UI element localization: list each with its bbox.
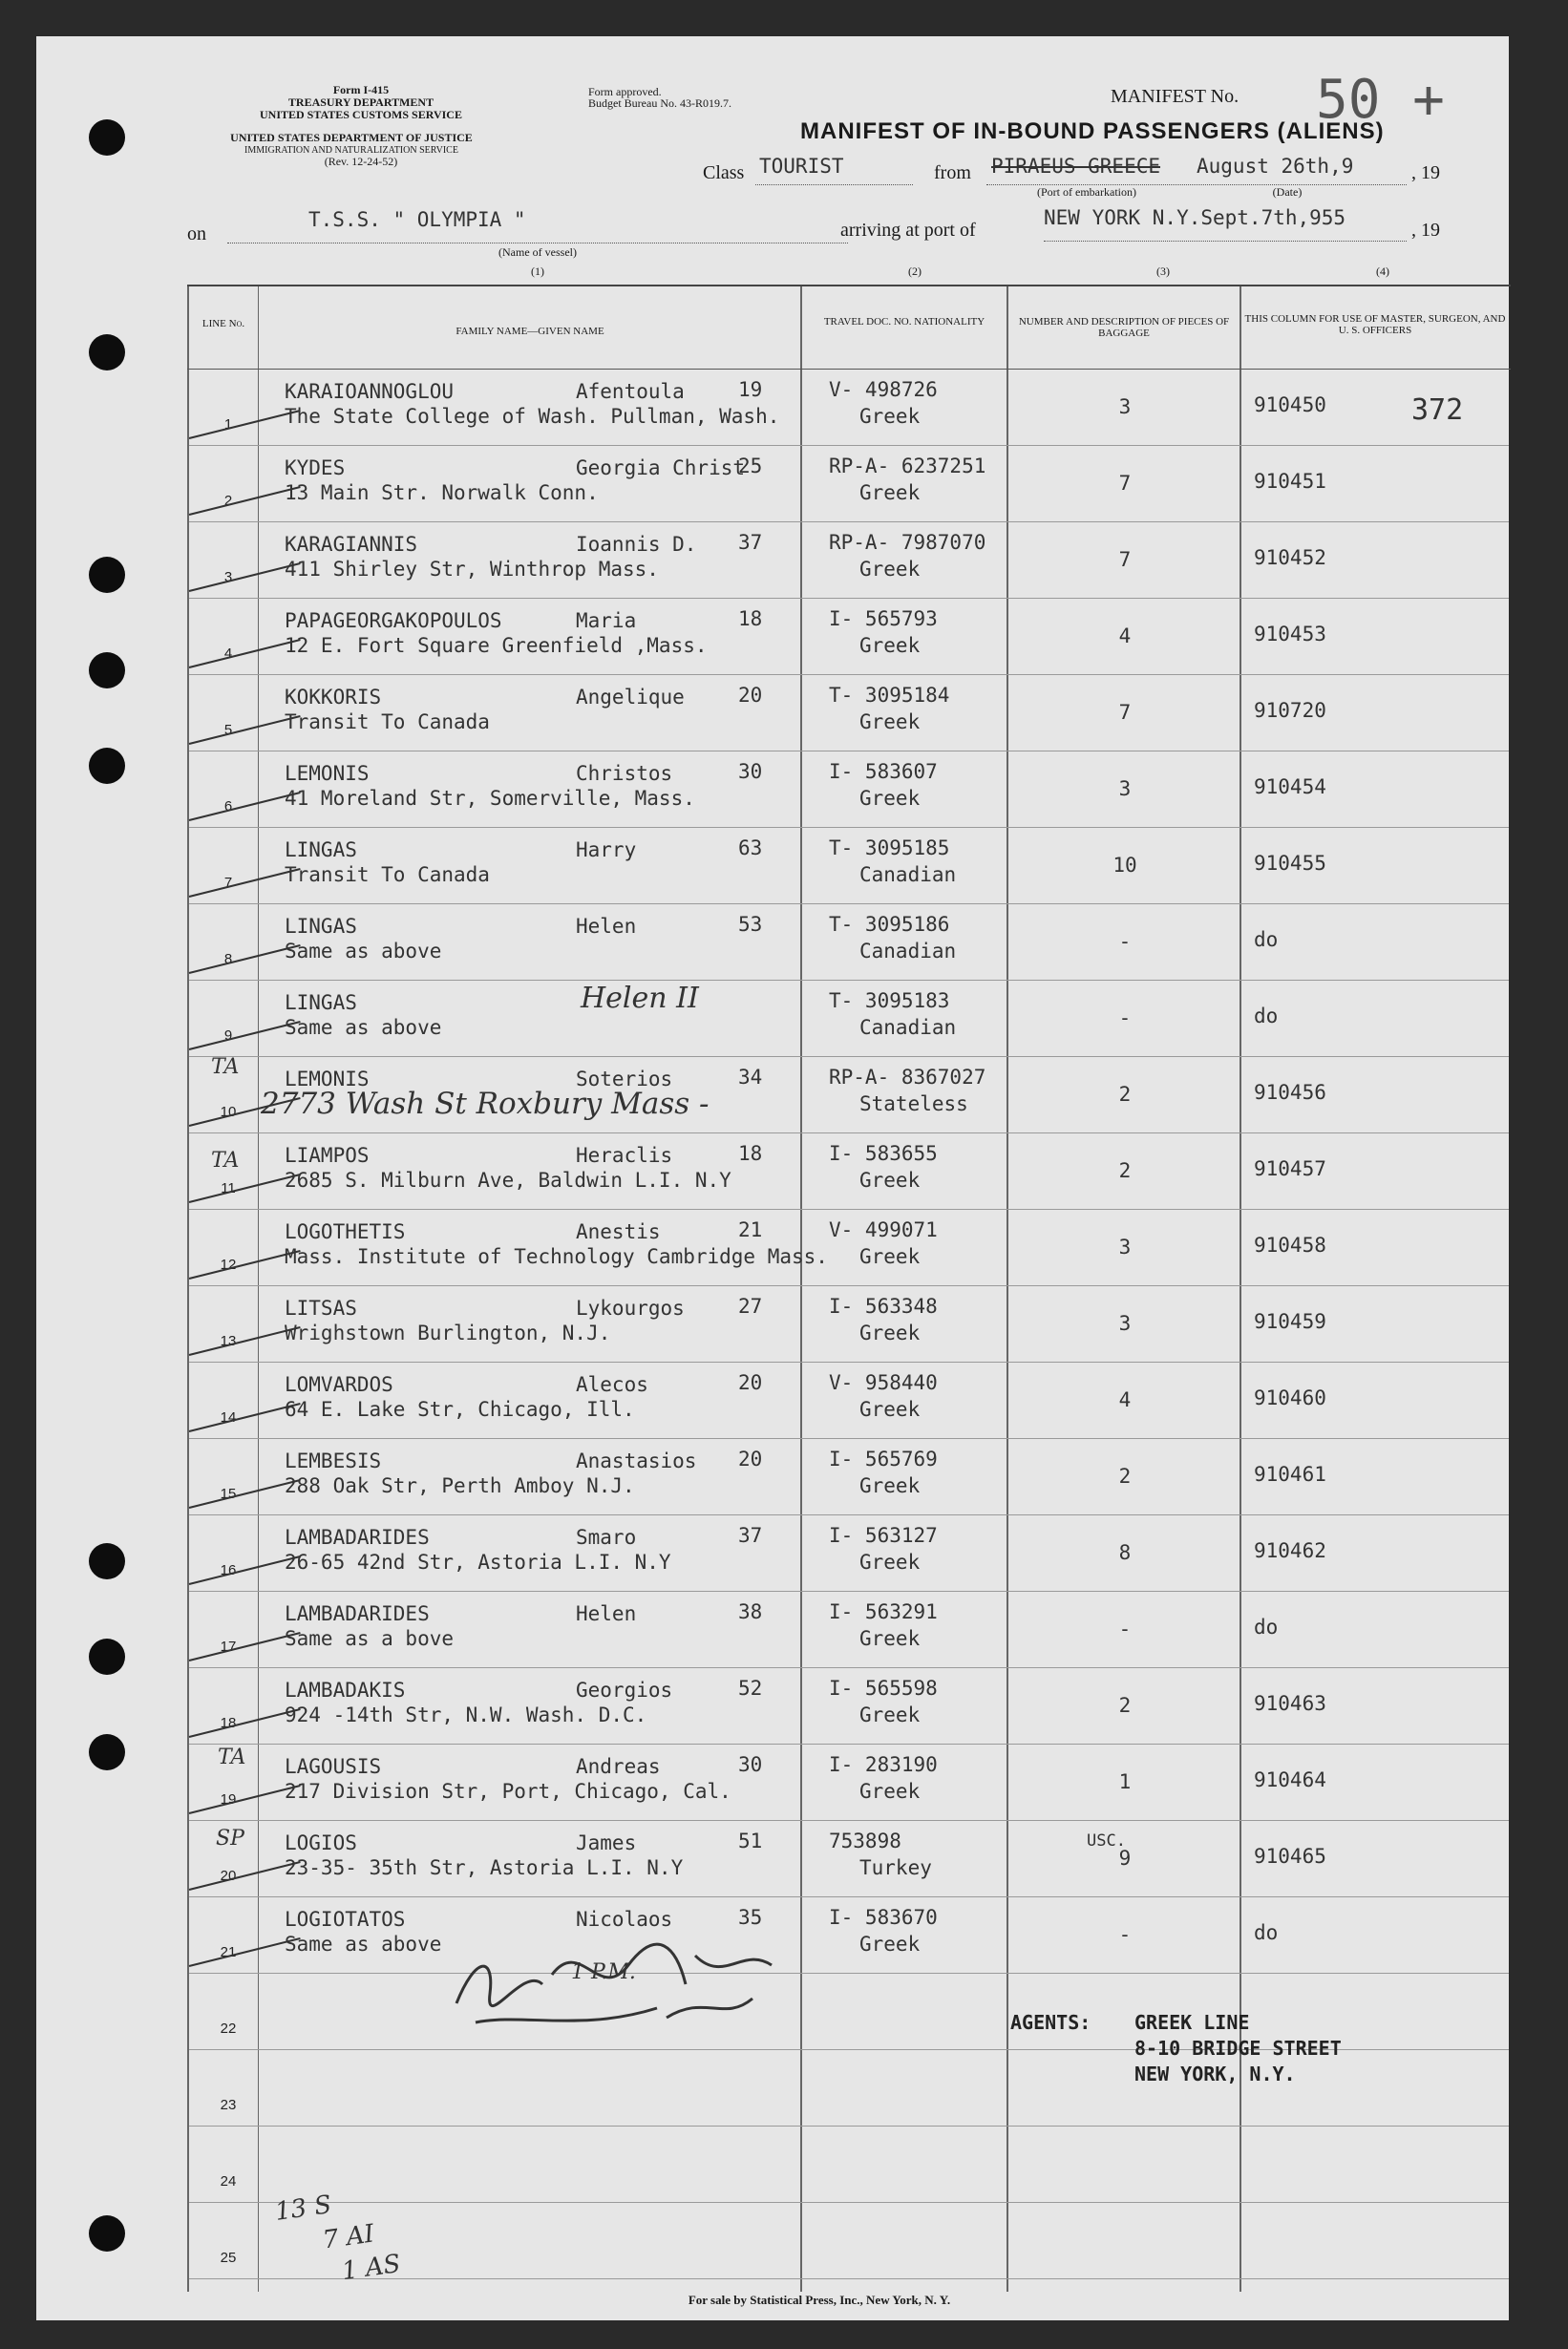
nationality: Greek: [859, 481, 921, 504]
age: 30: [738, 760, 763, 783]
family-name: LINGAS: [285, 915, 357, 938]
age: 20: [738, 1448, 763, 1471]
row-divider: [189, 980, 1509, 981]
given-name: Angelique: [576, 686, 685, 709]
row-divider: [189, 1973, 1509, 1974]
margin-note-372: 372: [1411, 393, 1464, 427]
punch-hole-icon: [89, 119, 125, 156]
baggage-count: 2: [1118, 1465, 1132, 1488]
nationality: Greek: [859, 1398, 921, 1421]
officer-number: do: [1254, 1921, 1279, 1944]
travel-doc-number: T- 3095185: [829, 836, 950, 859]
address: 64 E. Lake Str, Chicago, Ill.: [285, 1398, 635, 1421]
row-divider: [189, 521, 1509, 522]
travel-doc-number: I- 563291: [829, 1600, 938, 1623]
address: Same as above: [285, 940, 442, 963]
budget-bureau: Budget Bureau No. 43-R019.7.: [588, 96, 731, 110]
officer-number: 910458: [1254, 1234, 1326, 1257]
nationality: Greek: [859, 1322, 921, 1344]
travel-doc-number: I- 563127: [829, 1524, 938, 1547]
corner-note-2: 7 AI: [321, 2219, 376, 2255]
family-name: PAPAGEORGAKOPOULOS: [285, 609, 502, 632]
family-name: KARAGIANNIS: [285, 533, 418, 556]
address: 924 -14th Str, N.W. Wash. D.C.: [285, 1704, 647, 1726]
officer-number: 910459: [1254, 1310, 1326, 1333]
row-divider: [189, 903, 1509, 904]
family-name: LOGIOTATOS: [285, 1908, 406, 1931]
travel-doc-number: V- 498726: [829, 378, 938, 401]
given-name: Christos: [576, 762, 673, 785]
arriving-label: arriving at port of: [840, 220, 976, 241]
nationality: Greek: [859, 1704, 921, 1726]
travel-doc-number: T- 3095183: [829, 989, 950, 1012]
treasury-department: TREASURY DEPARTMENT: [287, 95, 434, 109]
age: 53: [738, 913, 763, 936]
line-number: 4: [223, 645, 233, 662]
manifest-number: 50 +: [1316, 69, 1445, 131]
given-name: Anastasios: [576, 1450, 697, 1472]
col-1-num: (1): [531, 265, 544, 278]
travel-doc-number: I- 565769: [829, 1448, 938, 1471]
family-name: KYDES: [285, 456, 346, 479]
line-number: 2: [223, 493, 233, 509]
line-number: 23: [220, 2097, 237, 2113]
on-label: on: [187, 223, 206, 244]
age: 37: [738, 531, 763, 554]
family-name: LINGAS: [285, 838, 357, 861]
line-number: 11: [221, 1180, 236, 1196]
manifest-page: [36, 36, 1509, 2320]
address: 2685 S. Milburn Ave, Baldwin L.I. N.Y: [285, 1169, 731, 1192]
baggage-count: 10: [1112, 854, 1137, 877]
given-name: James: [576, 1831, 637, 1854]
nationality: Greek: [859, 1627, 921, 1650]
given-name: Maria: [576, 609, 637, 632]
address: The State College of Wash. Pullman, Wash.: [285, 405, 780, 428]
row-divider: [189, 598, 1509, 599]
age: 63: [738, 836, 763, 859]
nationality: Greek: [859, 1933, 921, 1956]
nationality: Greek: [859, 1169, 921, 1192]
line-number: 12: [220, 1257, 237, 1273]
page-title: MANIFEST OF IN-BOUND PASSENGERS (ALIENS): [800, 118, 1385, 144]
row-divider: [189, 1744, 1509, 1745]
baggage-count: -: [1118, 930, 1132, 953]
family-name: LEMONIS: [285, 1068, 370, 1090]
line-number: 5: [223, 722, 233, 738]
col-2-num: (2): [908, 265, 922, 278]
line-number: 10: [220, 1104, 237, 1120]
address: Mass. Institute of Technology Cambridge Mass.: [285, 1245, 828, 1268]
nationality: Greek: [859, 1551, 921, 1574]
family-name: KOKKORIS: [285, 686, 382, 709]
inspector-signature-icon: [437, 1927, 838, 2042]
row-divider: [189, 1285, 1509, 1286]
line-number: 18: [220, 1715, 237, 1731]
col-header-name: FAMILY NAME—GIVEN NAME: [456, 326, 604, 337]
address: 23-35- 35th Str, Astoria L.I. N.Y: [285, 1856, 684, 1879]
family-name: LITSAS: [285, 1297, 357, 1320]
family-name: LOGOTHETIS: [285, 1220, 406, 1243]
baggage-count: 2: [1118, 1159, 1132, 1182]
year-suffix-1: , 19: [1411, 162, 1440, 183]
nationality: Canadian: [859, 863, 957, 886]
col-3-num: (3): [1156, 265, 1170, 278]
baggage-count: 3: [1118, 395, 1132, 418]
row-divider: [189, 674, 1509, 675]
address: 26-65 42nd Str, Astoria L.I. N.Y: [285, 1551, 671, 1574]
from-label: from: [934, 162, 971, 183]
travel-doc-number: I- 583607: [829, 760, 938, 783]
age: 27: [738, 1295, 763, 1318]
given-name: Soterios: [576, 1068, 673, 1090]
row-divider: [189, 1820, 1509, 1821]
travel-doc-number: V- 499071: [829, 1218, 938, 1241]
port-caption: (Port of embarkation): [1037, 185, 1136, 199]
family-name: LAMBADARIDES: [285, 1526, 430, 1549]
nationality: Greek: [859, 634, 921, 657]
punch-hole-icon: [89, 1543, 125, 1579]
baggage-count: 8: [1118, 1541, 1132, 1564]
given-name: Helen: [576, 1602, 637, 1625]
age: 20: [738, 684, 763, 707]
nationality: Greek: [859, 558, 921, 581]
age: 18: [738, 607, 763, 630]
nationality: Greek: [859, 710, 921, 733]
travel-doc-number: V- 958440: [829, 1371, 938, 1394]
row-divider: [189, 1591, 1509, 1592]
baggage-count: 3: [1118, 1236, 1132, 1259]
row-divider: [189, 445, 1509, 446]
revision-date: (Rev. 12-24-52): [324, 155, 398, 168]
travel-doc-number: I- 565793: [829, 607, 938, 630]
row-divider: [189, 2202, 1509, 2203]
line-number: 9: [223, 1027, 233, 1044]
handwritten-helen: Helen II: [581, 982, 699, 1015]
corner-note-3: 1 AS: [340, 2249, 403, 2287]
officer-number: 910464: [1254, 1768, 1326, 1791]
row-divider: [189, 1896, 1509, 1897]
class-label: Class: [703, 162, 745, 183]
baggage-count: 7: [1118, 701, 1132, 724]
address: 411 Shirley Str, Winthrop Mass.: [285, 558, 659, 581]
margin-ta-2: TA: [211, 1149, 240, 1173]
row-divider: [189, 2126, 1509, 2127]
given-name: Afentoula: [576, 380, 685, 403]
punch-hole-icon: [89, 334, 125, 370]
address: 217 Division Str, Port, Chicago, Cal.: [285, 1780, 731, 1803]
age: 37: [738, 1524, 763, 1547]
travel-doc-number: T- 3095184: [829, 684, 950, 707]
baggage-count: -: [1118, 1618, 1132, 1640]
given-name: Harry: [576, 838, 637, 861]
port-of-embarkation: PIRAEUS GREECE: [991, 155, 1161, 178]
officer-number: 910450: [1254, 393, 1326, 416]
family-name: LEMBESIS: [285, 1450, 382, 1472]
age: 52: [738, 1677, 763, 1700]
age: 21: [738, 1218, 763, 1241]
family-name: LAGOUSIS: [285, 1755, 382, 1778]
given-name: Alecos: [576, 1373, 648, 1396]
travel-doc-number: I- 563348: [829, 1295, 938, 1318]
vessel-name: T.S.S. " OLYMPIA ": [308, 208, 526, 231]
officer-number: do: [1254, 928, 1279, 951]
line-number: 14: [220, 1409, 237, 1426]
row-divider: [189, 1209, 1509, 1210]
line-number: 20: [220, 1868, 237, 1884]
given-name: Heraclis: [576, 1144, 673, 1167]
family-name: LINGAS: [285, 991, 357, 1014]
officer-number: 910465: [1254, 1845, 1326, 1868]
baggage-count: -: [1118, 1006, 1132, 1029]
travel-doc-number: RP-A- 7987070: [829, 531, 986, 554]
officer-number: 910452: [1254, 546, 1326, 569]
year-suffix-2: , 19: [1411, 220, 1440, 241]
baggage-count: 2: [1118, 1694, 1132, 1717]
given-name: Andreas: [576, 1755, 661, 1778]
line-number: 25: [220, 2250, 237, 2266]
col-4-num: (4): [1376, 265, 1389, 278]
vessel-caption: (Name of vessel): [498, 245, 577, 259]
age: 35: [738, 1906, 763, 1929]
age: 34: [738, 1066, 763, 1089]
nationality: Stateless: [859, 1092, 968, 1115]
officer-number: 910451: [1254, 470, 1326, 493]
officer-number: 910462: [1254, 1539, 1326, 1562]
punch-hole-icon: [89, 2215, 125, 2252]
col-header-travel-doc: TRAVEL DOC. NO. NATIONALITY: [823, 316, 985, 328]
baggage-count: 7: [1118, 472, 1132, 495]
row-divider: [189, 1514, 1509, 1515]
date-caption: (Date): [1272, 185, 1303, 199]
officer-number: 910456: [1254, 1081, 1326, 1104]
nationality: Greek: [859, 787, 921, 810]
address: Same as above: [285, 1016, 442, 1039]
family-name: LOGIOS: [285, 1831, 357, 1854]
form-number: Form I-415: [332, 83, 390, 96]
address: Same as above: [285, 1933, 442, 1956]
embarkation-date: August 26th,9: [1197, 155, 1354, 178]
row-divider: [189, 1132, 1509, 1133]
line-number: 1: [223, 416, 233, 433]
line-number: 15: [220, 1486, 237, 1502]
travel-doc-number: I- 583655: [829, 1142, 938, 1165]
age: 19: [738, 378, 763, 401]
punch-hole-icon: [89, 652, 125, 688]
line-number: 3: [223, 569, 233, 585]
officer-number: 910457: [1254, 1157, 1326, 1180]
line-number: 8: [223, 951, 233, 967]
punch-hole-icon: [89, 748, 125, 784]
officer-number: 910463: [1254, 1692, 1326, 1715]
row-divider: [189, 1438, 1509, 1439]
row-divider: [189, 827, 1509, 828]
officer-number: 910454: [1254, 775, 1326, 798]
address: Wrighstown Burlington, N.J.: [285, 1322, 611, 1344]
row-divider: [189, 1667, 1509, 1668]
justice-department: UNITED STATES DEPARTMENT OF JUSTICE: [230, 131, 473, 144]
form-approved: Form approved.: [588, 85, 662, 98]
nationality: Turkey: [859, 1856, 932, 1879]
address: Transit To Canada: [285, 710, 490, 733]
line-number: 13: [220, 1333, 237, 1349]
baggage-count: -: [1118, 1923, 1132, 1946]
line-number: 16: [220, 1562, 237, 1578]
line-number: 17: [220, 1639, 237, 1655]
nationality: Greek: [859, 1245, 921, 1268]
nationality: Canadian: [859, 1016, 957, 1039]
officer-number: 910461: [1254, 1463, 1326, 1486]
nationality: Canadian: [859, 940, 957, 963]
travel-doc-number: 753898: [829, 1830, 901, 1852]
nationality: Greek: [859, 405, 921, 428]
address: 12 E. Fort Square Greenfield ,Mass.: [285, 634, 708, 657]
manifest-no-label: MANIFEST No.: [1111, 86, 1240, 107]
baggage-count: 3: [1118, 777, 1132, 800]
corner-note-1: 13 S: [273, 2190, 333, 2227]
punch-hole-icon: [89, 1734, 125, 1770]
agents-label: AGENTS:: [1010, 2011, 1091, 2034]
travel-doc-number: I- 283190: [829, 1753, 938, 1776]
arrival-port-date: NEW YORK N.Y.Sept.7th,955: [1044, 206, 1346, 229]
given-name: Nicolaos: [576, 1908, 673, 1931]
address: Transit To Canada: [285, 863, 490, 886]
travel-doc-number: RP-A- 6237251: [829, 455, 986, 477]
baggage-count: 1: [1118, 1770, 1132, 1793]
family-name: KARAIOANNOGLOU: [285, 380, 455, 403]
line-number: 21: [220, 1944, 237, 1960]
given-name: Helen: [576, 915, 637, 938]
travel-doc-number: I- 583670: [829, 1906, 938, 1929]
baggage-count: 4: [1118, 1388, 1132, 1411]
baggage-count: 4: [1118, 624, 1132, 647]
address: 41 Moreland Str, Somerville, Mass.: [285, 787, 695, 810]
col-header-line-no: LINE No.: [201, 318, 245, 329]
given-name: Smaro: [576, 1526, 637, 1549]
baggage-count: 2: [1118, 1083, 1132, 1106]
address: 288 Oak Str, Perth Amboy N.J.: [285, 1474, 635, 1497]
baggage-count: 9: [1118, 1847, 1132, 1870]
agents-line-3: NEW YORK, N.Y.: [1134, 2063, 1296, 2085]
footer-printer: For sale by Statistical Press, Inc., New York, N. Y.: [688, 2293, 951, 2307]
age: 30: [738, 1753, 763, 1776]
given-name: Anestis: [576, 1220, 661, 1243]
officer-number: 910460: [1254, 1386, 1326, 1409]
class-value: TOURIST: [759, 155, 844, 178]
officer-number: do: [1254, 1616, 1279, 1639]
line-number: 24: [220, 2173, 237, 2190]
given-name: Lykourgos: [576, 1297, 685, 1320]
signature-text: 1 P.M.: [571, 1960, 636, 1984]
margin-ta-1: TA: [211, 1055, 240, 1079]
address: Same as a bove: [285, 1627, 455, 1650]
address: 13 Main Str. Norwalk Conn.: [285, 481, 599, 504]
travel-doc-number: T- 3095186: [829, 913, 950, 936]
given-name: Georgios: [576, 1679, 673, 1702]
row-divider: [189, 1056, 1509, 1057]
customs-service: UNITED STATES CUSTOMS SERVICE: [260, 108, 462, 121]
line-number: 6: [223, 798, 233, 815]
nationality: Greek: [859, 1474, 921, 1497]
punch-hole-icon: [89, 557, 125, 593]
officer-number: 910455: [1254, 852, 1326, 875]
baggage-count: 7: [1118, 548, 1132, 571]
family-name: LEMONIS: [285, 762, 370, 785]
given-name: Georgia Christ: [576, 456, 746, 479]
age: 25: [738, 455, 763, 477]
age: 20: [738, 1371, 763, 1394]
margin-ta-3: TA: [218, 1746, 246, 1769]
officer-number: 910453: [1254, 623, 1326, 645]
col-header-officers: THIS COLUMN FOR USE OF MASTER, SURGEON, AND U. S. OFFICERS: [1244, 313, 1506, 336]
officer-number: 910720: [1254, 699, 1326, 722]
travel-doc-number: I- 565598: [829, 1677, 938, 1700]
agents-line-2: 8-10 BRIDGE STREET: [1134, 2037, 1342, 2060]
nationality: Greek: [859, 1780, 921, 1803]
age: 51: [738, 1830, 763, 1852]
handwritten-address: 2773 Wash St Roxbury Mass -: [261, 1087, 710, 1121]
baggage-count: 3: [1118, 1312, 1132, 1335]
family-name: LIAMPOS: [285, 1144, 370, 1167]
line-number: 7: [223, 875, 233, 891]
margin-sp: SP: [216, 1827, 244, 1851]
officer-number: do: [1254, 1005, 1279, 1027]
col-header-baggage: NUMBER AND DESCRIPTION OF PIECES OF BAGGAGE: [1018, 316, 1230, 339]
age: 18: [738, 1142, 763, 1165]
family-name: LAMBADAKIS: [285, 1679, 406, 1702]
agents-line-1: GREEK LINE: [1134, 2011, 1250, 2034]
punch-hole-icon: [89, 1639, 125, 1675]
immigration-service: IMMIGRATION AND NATURALIZATION SERVICE: [244, 145, 458, 156]
line-number: 19: [220, 1791, 237, 1808]
given-name: Ioannis D.: [576, 533, 697, 556]
row-divider: [189, 1362, 1509, 1363]
family-name: LAMBADARIDES: [285, 1602, 430, 1625]
line-number: 22: [220, 2021, 237, 2037]
age: 38: [738, 1600, 763, 1623]
family-name: LOMVARDOS: [285, 1373, 393, 1396]
travel-doc-number: RP-A- 8367027: [829, 1066, 986, 1089]
usc-note: USC.: [1087, 1831, 1126, 1851]
